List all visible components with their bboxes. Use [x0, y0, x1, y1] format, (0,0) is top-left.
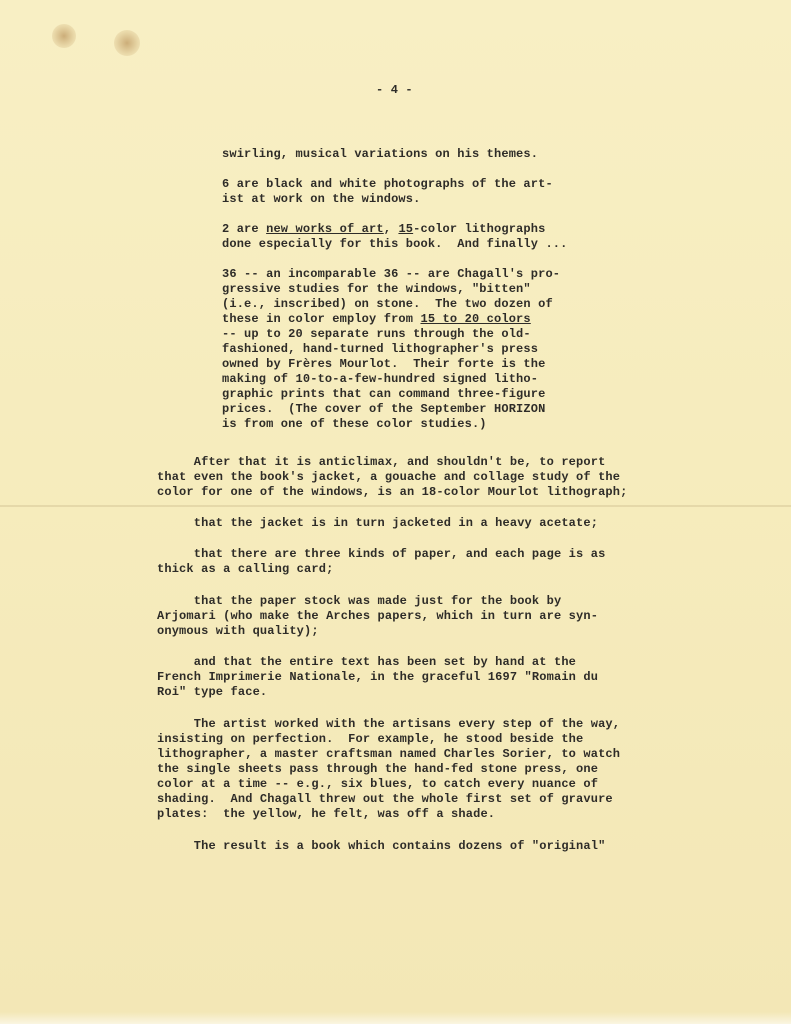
text-line: that the paper stock was made just for the book by: [157, 594, 562, 608]
text-line: onymous with quality);: [157, 624, 319, 638]
text-line: making of 10-to-a-few-hundred signed litho-: [222, 372, 539, 386]
text-line: owned by Frères Mourlot. Their forte is the: [222, 357, 546, 371]
text-line: Roi" type face.: [157, 685, 268, 699]
text-line: 2 are new works of art, 15-color lithographs: [222, 222, 546, 236]
text-line: (i.e., inscribed) on stone. The two dozen of: [222, 297, 553, 311]
text-line: insisting on perfection. For example, he stood beside the: [157, 732, 584, 746]
text-line: that even the book's jacket, a gouache and collage study of the: [157, 470, 621, 484]
text-line: 6 are black and white photographs of the art-: [222, 177, 553, 191]
text-line: and that the entire text has been set by hand at the: [157, 655, 577, 669]
text-line: 36 -- an incomparable 36 -- are Chagall's pro-: [222, 267, 561, 281]
text-line: After that it is anticlimax, and shouldn't be, to report: [157, 455, 606, 469]
page-number: - 4 -: [376, 83, 413, 97]
text-line: shading. And Chagall threw out the whole first set of gravure: [157, 792, 613, 806]
text-line: plates: the yellow, he felt, was off a shade.: [157, 807, 496, 821]
text-line: -- up to 20 separate runs through the old-: [222, 327, 531, 341]
text-line: color at a time -- e.g., six blues, to catch every nuance of: [157, 777, 599, 791]
text-line: the single sheets pass through the hand-fed stone press, one: [157, 762, 599, 776]
paper-stain: [114, 30, 140, 56]
text-line: that there are three kinds of paper, and each page is as: [157, 547, 606, 561]
underlined-phrase: 15 to 20 colors: [420, 312, 531, 326]
text-line: fashioned, hand-turned lithographer's press: [222, 342, 539, 356]
text-line: graphic prints that can command three-figure: [222, 387, 546, 401]
paper-fold-crease: [0, 505, 791, 507]
paper-stain: [52, 24, 76, 48]
text-line: is from one of these color studies.): [222, 417, 487, 431]
text-line: French Imprimerie Nationale, in the graceful 1697 "Romain du: [157, 670, 599, 684]
underlined-phrase: 15: [398, 222, 414, 236]
text-line: thick as a calling card;: [157, 562, 334, 576]
paper-bottom-edge: [0, 1012, 791, 1024]
text-line: color for one of the windows, is an 18-color Mourlot lithograph;: [157, 485, 628, 499]
text-line: lithographer, a master craftsman named Charles Sorier, to watch: [157, 747, 621, 761]
text-line: swirling, musical variations on his themes.: [222, 147, 539, 161]
text-line: ist at work on the windows.: [222, 192, 421, 206]
text-line: prices. (The cover of the September HORIZON: [222, 402, 546, 416]
text-line: Arjomari (who make the Arches papers, which in turn are syn-: [157, 609, 599, 623]
text-line: The artist worked with the artisans every step of the way,: [157, 717, 621, 731]
text-line: done especially for this book. And finally ...: [222, 237, 568, 251]
text-line: these in color employ from 15 to 20 colors: [222, 312, 531, 326]
text-line: that the jacket is in turn jacketed in a heavy acetate;: [157, 516, 599, 530]
underlined-phrase: new works of art: [266, 222, 384, 236]
text-line: gressive studies for the windows, "bitten": [222, 282, 531, 296]
text-line: The result is a book which contains dozens of "original": [157, 839, 606, 853]
